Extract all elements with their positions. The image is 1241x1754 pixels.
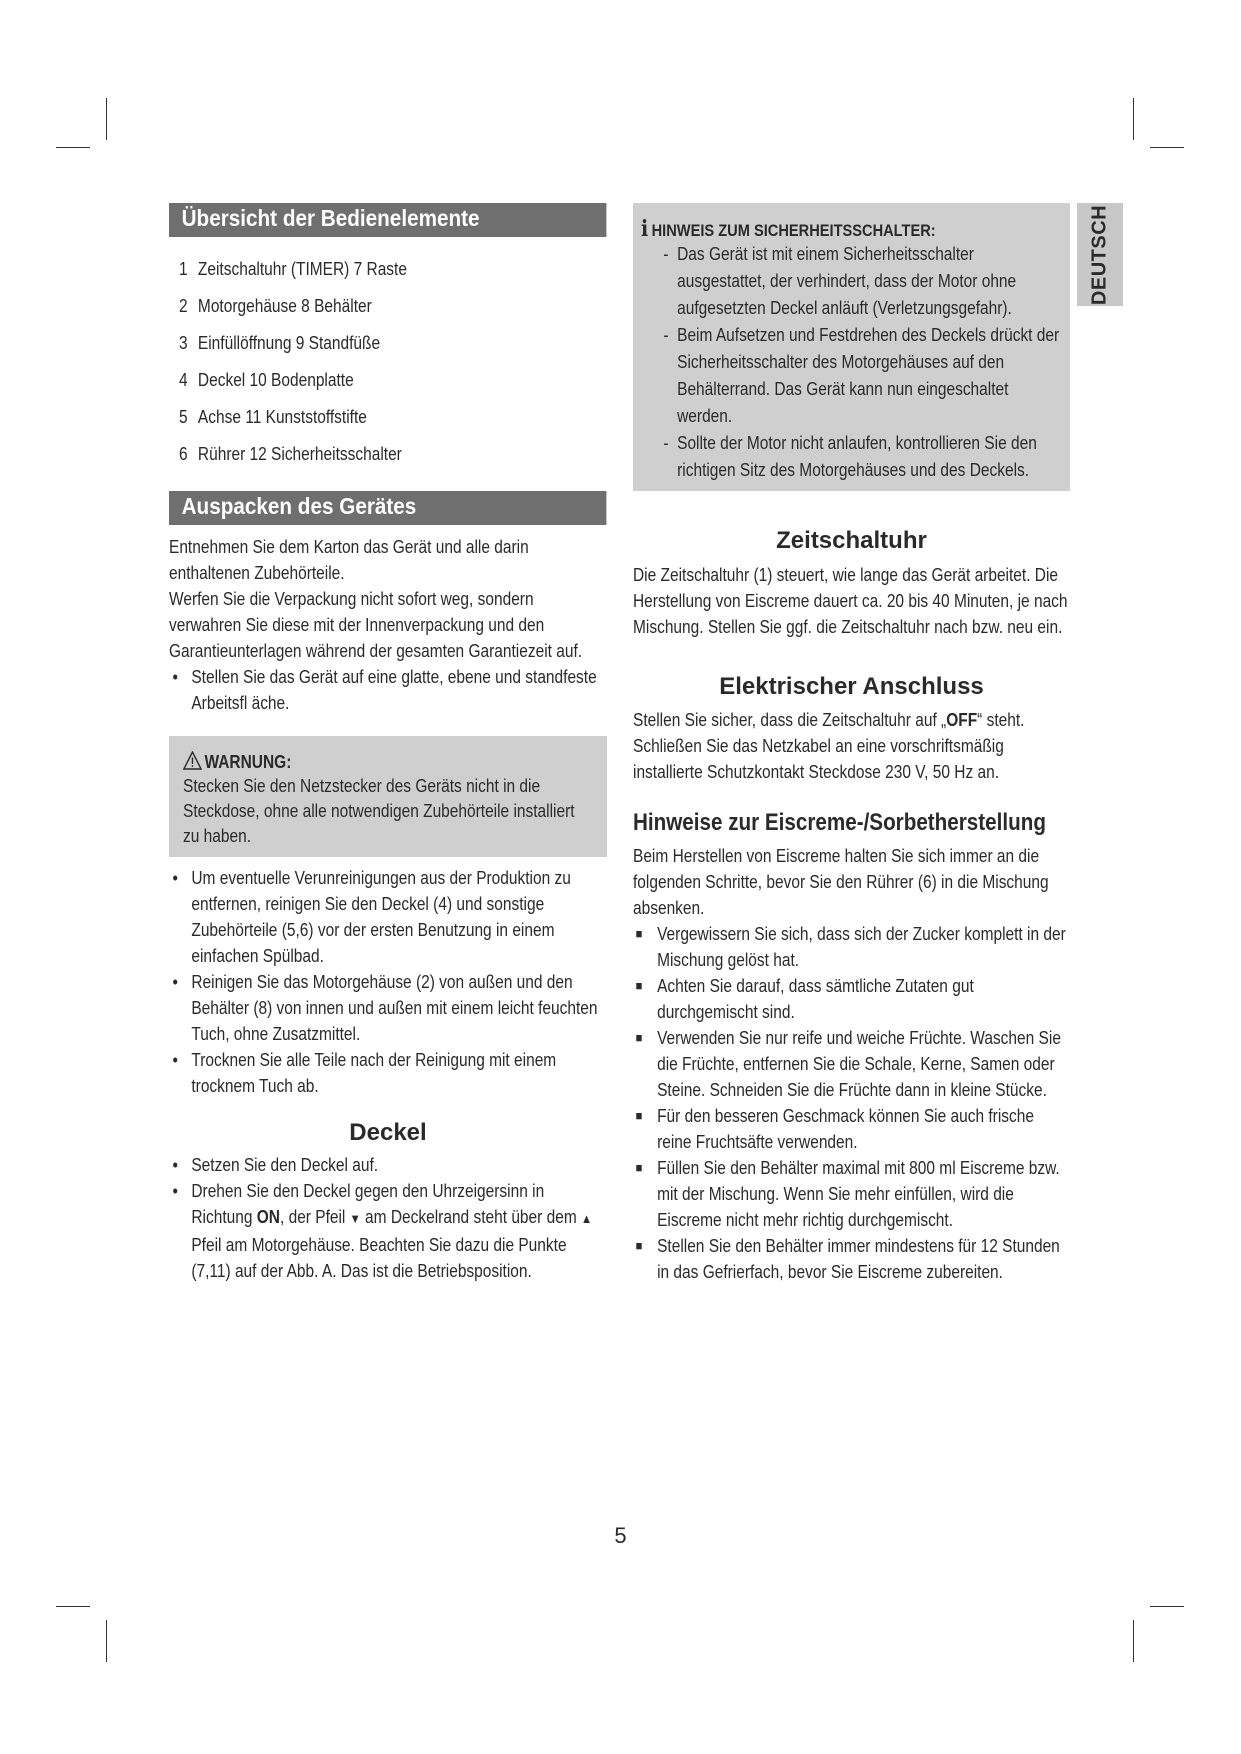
warning-heading [183,750,593,774]
overview-row-text: Deckel 10 Bodenplatte [197,370,354,390]
list-item: - Sollte der Motor nicht anlaufen, kontrollieren Sie den richtigen Sitz des Motorgehäuses und des Deckels. [641,430,1060,484]
overview-row [179,325,617,362]
crop-mark [1133,98,1134,140]
deckel-text: , der Pfeil [279,1207,350,1227]
crop-mark [1133,1620,1134,1662]
crop-mark [56,147,90,148]
overview-row [179,362,617,399]
safety-note-label: HINWEIS ZUM SICHERHEITSSCHALTER: [651,221,936,240]
crop-mark [106,1620,107,1662]
list-item: • Reinigen Sie das Motorgehäuse (2) von außen und den Behälter (8) von innen und außen mit einem leicht feuchten Tuch, ohne Zusatzmittel. [169,969,607,1047]
on-label: ON [256,1207,280,1227]
unpacking-paragraph: Entnehmen Sie dem Karton das Gerät und alle darin enthaltenen Zubehörteile. [169,537,529,583]
square-bullet-icon: ■ [635,978,643,993]
deckel-text: am Deckelrand steht über dem [360,1207,582,1227]
electrical-text-part: “ steht. Schließen Sie das Netzkabel an eine vorschriftsmäßig installierte Schutzkontakt Steckdose 230 V, 50 Hz an. [633,710,1025,782]
electrical-title: Elektrischer Anschluss [719,673,984,700]
timer-title: Zeitschaltuhr [776,527,927,554]
square-bullet-icon: ■ [635,1030,643,1045]
list-item: • Stellen Sie das Gerät auf eine glatte, ebene und standfeste Arbeitsfl äche. [169,664,607,716]
list-item [633,1155,1070,1233]
info-icon: i [641,216,649,242]
unpacking-title: Auspacken des Gerätes [169,491,607,525]
list-item: - Beim Aufsetzen und Festdrehen des Deckels drückt der Sicherheitsschalter des Motorgehäuses auf den Behälterrand. Das Gerät kann nun eingeschaltet werden. [641,322,1060,430]
warning-triangle-icon [183,751,202,770]
deckel-text: Drehen Sie den Deckel gegen den Uhrzeigersinn in Richtung [191,1181,545,1227]
timer-body [633,562,1070,640]
right-column [633,203,1070,1285]
overview-row [179,288,617,325]
crop-mark [106,98,107,140]
safety-note-box [633,203,1070,491]
overview-row-number: 2 [179,296,188,316]
timer-text: Die Zeitschaltuhr (1) steuert, wie lange das Gerät arbeitet. Die Herstellung von Eiscreme dauert ca. 20 bis 40 Minuten, je nach Mischung. Stellen Sie ggf. die Zeitschaltuhr nach bzw. neu ein. [633,565,1068,637]
list-item: • Setzen Sie den Deckel auf. [169,1152,607,1178]
overview-row [179,251,617,288]
unpacking-section-header [169,491,607,525]
unpacking-body [169,534,607,716]
deckel-title: Deckel [349,1119,427,1146]
square-bullet-icon: ■ [635,1108,643,1123]
page-number: 5 [614,1523,627,1548]
overview-row-text: Achse 11 Kunststoffstifte [197,407,367,427]
overview-row [179,436,617,473]
list-item-text: Achten Sie darauf, dass sämtliche Zutaten gut durchgemischt sind. [657,976,974,1022]
warning-text: Stecken Sie den Netzstecker des Geräts nicht in die Steckdose, ohne alle notwendigen Zubehörteile installiert zu haben. [183,776,575,846]
overview-section-header [169,203,607,237]
overview-row-text: Rührer 12 Sicherheitsschalter [197,444,402,464]
electrical-text-part: Stellen Sie sicher, dass die Zeitschaltuhr auf „ [633,710,947,730]
list-item-text: Für den besseren Geschmack können Sie auch frische reine Fruchtsäfte verwenden. [657,1106,1034,1152]
electrical-body [633,707,1070,785]
off-label: OFF [946,710,978,730]
warning-box [169,736,607,857]
list-item: • Trocknen Sie alle Teile nach der Reinigung mit einem trocknem Tuch ab. [169,1047,607,1099]
overview-row-number: 5 [179,407,188,427]
overview-row [179,399,617,436]
crop-mark [1150,147,1184,148]
overview-row-text: Motorgehäuse 8 Behälter [197,296,372,316]
overview-row-number: 4 [179,370,188,390]
warning-content [183,750,593,849]
warning-label: WARNUNG: [204,752,292,772]
overview-row-number: 3 [179,333,188,353]
overview-row-text: Zeitschaltuhr (TIMER) 7 Raste [197,259,407,279]
overview-list [179,251,617,473]
list-item [633,1025,1070,1103]
square-bullet-icon: ■ [635,1238,643,1253]
list-item-text: Füllen Sie den Behälter maximal mit 800 ml Eiscreme bzw. mit der Mischung. Wenn Sie mehr einfüllen, wird die Eiscreme nicht mehr richtig durchgemischt. [657,1158,1060,1230]
overview-row-text: Einfüllöffnung 9 Standfüße [197,333,381,353]
list-item [633,1233,1070,1285]
list-item: - Das Gerät ist mit einem Sicherheitsschalter ausgestattet, der verhindert, dass der Motor ohne aufgesetzten Deckel anläuft (Verletzungsgefahr). [641,241,1060,322]
list-item [633,1103,1070,1155]
square-bullet-icon: ■ [635,926,643,941]
list-item-text: Vergewissern Sie sich, dass sich der Zucker komplett in der Mischung gelöst hat. [657,924,1066,970]
list-item: • Um eventuelle Verunreinigungen aus der Produktion zu entfernen, reinigen Sie den Deckel (4) und sonstige Zubehörteile (5,6) vor der ersten Benutzung in einem einfachen Spülbad. [169,865,607,969]
left-column [169,203,607,1284]
list-item [169,1178,607,1284]
list-item-text: Verwenden Sie nur reife und weiche Früchte. Waschen Sie die Früchte, entfernen Sie die Schale, Kerne, Samen oder Steine. Schneiden Sie die Früchte dann in kleine Stücke. [657,1028,1061,1100]
overview-row-number: 1 [179,259,188,279]
safety-note-heading [641,216,1060,242]
list-item-text: Stellen Sie den Behälter immer mindestens für 12 Stunden in das Gefrierfach, bevor Sie Eiscreme zubereiten. [657,1236,1060,1282]
cleaning-list [169,865,607,1099]
icecream-intro: Beim Herstellen von Eiscreme halten Sie sich immer an die folgenden Schritte, bevor Sie den Rührer (6) in die Mischung absenken. [633,846,1049,918]
list-item [633,921,1070,973]
arrow-up-icon: ▲ [581,1211,593,1226]
icecream-title: Hinweise zur Eiscreme-/Sorbetherstellung [633,809,1046,836]
icecream-section [633,809,1070,1285]
list-item [633,973,1070,1025]
overview-title: Übersicht der Bedienelemente [169,203,607,237]
electrical-text [633,707,1070,785]
crop-mark [1150,1606,1184,1607]
overview-row-number: 6 [179,444,188,464]
unpacking-paragraph: Werfen Sie die Verpackung nicht sofort weg, sondern verwahren Sie diese mit der Innenverpackung und den Garantieunterlagen während der gesamten Garantiezeit auf. [169,589,583,661]
deckel-text: Pfeil am Motorgehäuse. Beachten Sie dazu die Punkte (7,11) auf der Abb. A. Das ist die Betriebsposition. [191,1235,567,1281]
safety-note-content [641,216,1060,484]
square-bullet-icon: ■ [635,1160,643,1175]
arrow-down-icon: ▼ [349,1211,361,1226]
crop-mark [56,1606,90,1607]
language-tab-label: DEUTSCH [1088,204,1111,305]
language-tab [1077,203,1123,306]
deckel-list [169,1152,607,1284]
